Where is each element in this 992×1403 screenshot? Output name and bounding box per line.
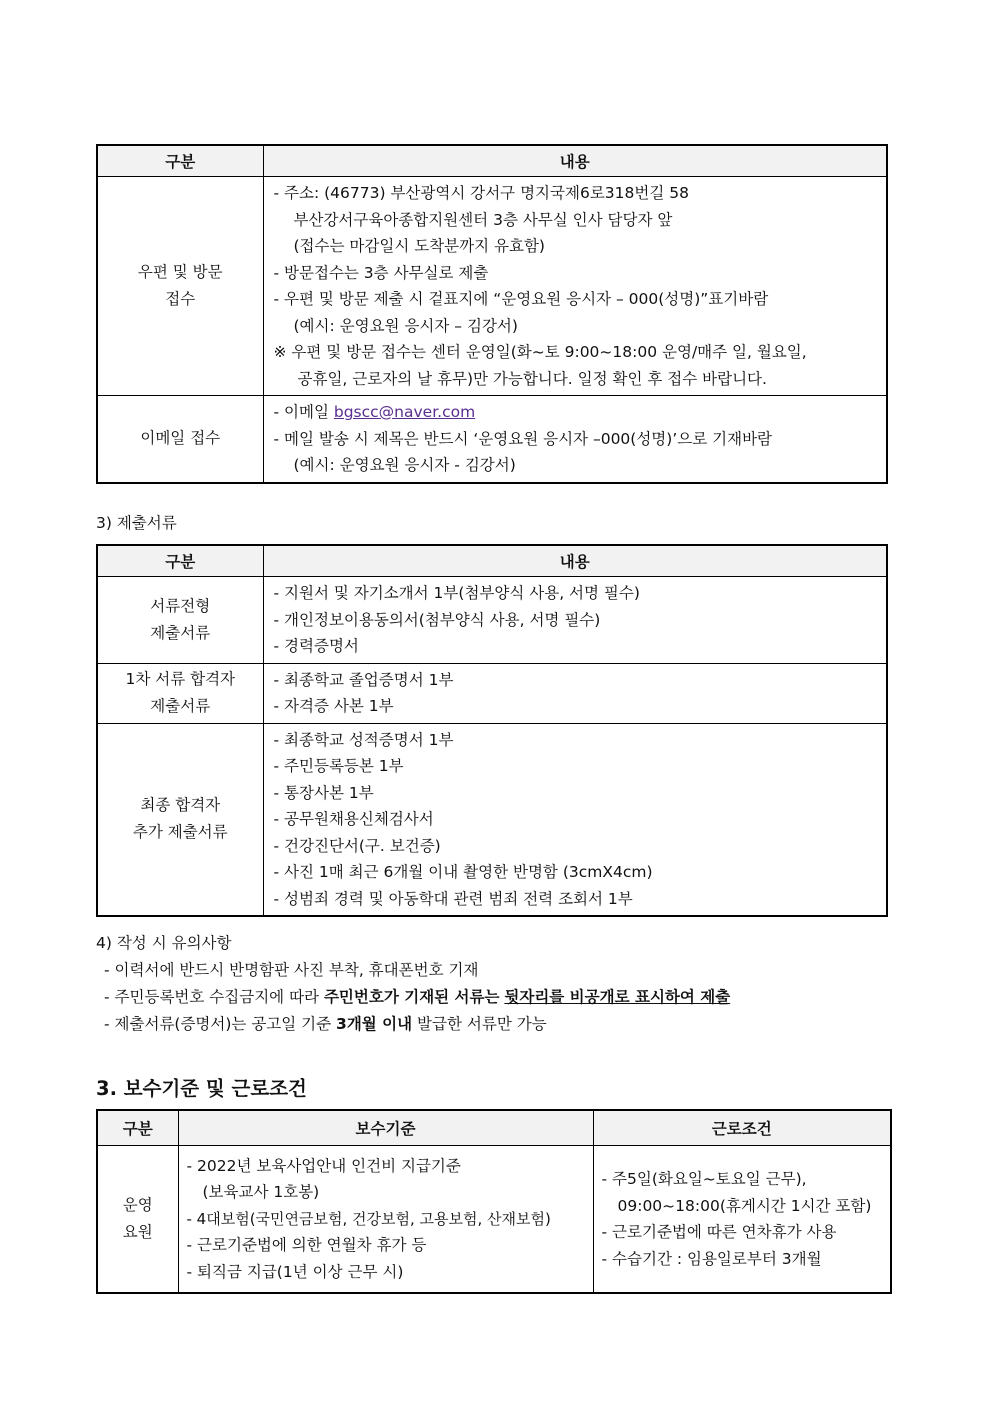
header-category: 구분 xyxy=(97,1110,178,1146)
notice-text: 발급한 서류만 가능 xyxy=(412,1015,547,1033)
content-line: (접수는 마감일시 도착분까지 유효함) xyxy=(293,237,545,255)
row-category xyxy=(97,1146,178,1294)
table-row xyxy=(97,396,887,483)
row-category xyxy=(97,663,263,723)
category-label: 서류전형 xyxy=(150,596,211,615)
content-line: (예시: 운영요원 응시자 - 김강서) xyxy=(293,456,516,474)
header-category: 구분 xyxy=(97,545,263,577)
content-line: ※ 우편 및 방문 접수는 센터 운영일(화~토 9:00~18:00 운영/매주 일, 월요일, xyxy=(273,343,807,361)
content-line: - 건강진단서(구. 보건증) xyxy=(273,836,441,855)
content-line: - 메일 발송 시 제목은 반드시 ‘운영요원 응시자 –000(성명)’으로 기재바람 xyxy=(273,429,773,448)
notice-item xyxy=(104,1011,547,1038)
row-content xyxy=(263,396,887,483)
category-label: 최종 합격자 xyxy=(140,796,221,815)
content-line: - 우편 및 방문 제출 시 겉표지에 “운영요원 응시자 – 000(성명)”표기바람 xyxy=(273,290,769,308)
header-content: 내용 xyxy=(263,545,887,577)
category-label: 1차 서류 합격자 xyxy=(125,670,236,688)
notice-emphasis: 주민번호가 기재된 서류는 xyxy=(323,988,500,1006)
content-line: - 주5일(화요일~토요일 근무), xyxy=(601,1170,807,1188)
submission-method-table xyxy=(96,144,888,484)
notice-underline: 뒷자리를 비공개로 표시하여 제출 xyxy=(504,988,731,1006)
table-row xyxy=(97,723,887,916)
content-line: - 개인정보이용동의서(첨부양식 사용, 서명 필수) xyxy=(273,610,601,629)
content-line: - 주소: (46773) 부산광역시 강서구 명지국제6로318번길 58 xyxy=(273,184,689,202)
content-line: - 방문접수는 3층 사무실로 제출 xyxy=(273,263,489,282)
section-title: 3. 보수기준 및 근로조건 xyxy=(96,1077,307,1100)
content-line: - 4대보험(국민연금보험, 건강보험, 고용보험, 산재보험) xyxy=(186,1209,551,1228)
content-line: - 근로기준법에 의한 연월차 휴가 등 xyxy=(186,1236,427,1255)
content-line: 공휴일, 근로자의 날 휴무)만 가능합니다. 일정 확인 후 접수 바랍니다. xyxy=(297,369,767,388)
category-label: 우편 및 방문 xyxy=(137,263,223,281)
table-row xyxy=(97,1146,891,1294)
row-content xyxy=(263,663,887,723)
header-content: 내용 xyxy=(263,145,887,177)
category-label: 제출서류 xyxy=(150,697,211,715)
table-header-row xyxy=(97,545,887,577)
row-category xyxy=(97,177,263,396)
content-line: - 통장사본 1부 xyxy=(273,783,374,802)
content-line xyxy=(274,399,881,426)
notice-text: - 주민등록번호 수집금지에 따라 xyxy=(104,988,324,1006)
category-label: 추가 제출서류 xyxy=(132,823,228,842)
email-prefix: - 이메일 xyxy=(273,403,334,421)
content-line: - 지원서 및 자기소개서 1부(첨부양식 사용, 서명 필수) xyxy=(273,584,640,602)
table-header-row xyxy=(97,145,887,177)
table-row xyxy=(97,577,887,664)
content-line: - 수습기간 : 임용일로부터 3개월 xyxy=(601,1249,822,1268)
section-heading: 4) 작성 시 유의사항 xyxy=(96,934,232,952)
content-line: 부산강서구육아종합지원센터 3층 사무실 인사 담당자 앞 xyxy=(293,210,673,229)
row-content xyxy=(263,577,887,664)
notice-emphasis: 3개월 이내 xyxy=(336,1015,413,1033)
category-label: 운영 xyxy=(122,1196,153,1214)
row-category: 이메일 접수 xyxy=(97,396,263,483)
table-row xyxy=(97,177,887,396)
pay-conditions-table xyxy=(96,1109,892,1294)
content-line: (예시: 운영요원 응시자 – 김강서) xyxy=(293,316,518,335)
content-line: - 2022년 보육사업안내 인건비 지급기준 xyxy=(186,1156,461,1175)
category-label: 요원 xyxy=(122,1223,153,1241)
pay-content xyxy=(178,1146,593,1294)
table-header-row xyxy=(97,1110,891,1146)
section-heading: 3) 제출서류 xyxy=(96,514,177,532)
notice-item: - 이력서에 반드시 반명함판 사진 부착, 휴대폰번호 기재 xyxy=(104,961,479,979)
table-row xyxy=(97,663,887,723)
content-line: - 사진 1매 최근 6개월 이내 촬영한 반명함 (3cmX4cm) xyxy=(273,863,653,881)
header-conditions: 근로조건 xyxy=(593,1110,891,1146)
conditions-content xyxy=(593,1146,891,1294)
content-line: - 주민등록등본 1부 xyxy=(273,757,404,775)
category-label: 접수 xyxy=(165,290,196,308)
notice-text: - 제출서류(증명서)는 공고일 기준 xyxy=(104,1015,337,1033)
row-category xyxy=(97,723,263,916)
content-line: (보육교사 1호봉) xyxy=(202,1183,320,1202)
documents-table xyxy=(96,544,888,917)
row-content xyxy=(263,177,887,396)
header-pay: 보수기준 xyxy=(178,1110,593,1146)
content-line: - 퇴직금 지급(1년 이상 근무 시) xyxy=(186,1262,404,1281)
content-line: - 최종학교 성적증명서 1부 xyxy=(273,730,454,749)
content-line: - 공무원채용신체검사서 xyxy=(273,810,434,828)
content-line: - 자격증 사본 1부 xyxy=(273,697,394,715)
content-line: - 근로기준법에 따른 연차휴가 사용 xyxy=(601,1223,837,1241)
notice-item xyxy=(104,984,730,1011)
content-line: - 최종학교 졸업증명서 1부 xyxy=(273,670,454,689)
content-line: - 경력증명서 xyxy=(273,637,359,655)
email-link[interactable]: bgscc@naver.com xyxy=(333,403,476,421)
row-category xyxy=(97,577,263,664)
content-line: 09:00~18:00(휴게시간 1시간 포함) xyxy=(617,1196,872,1215)
header-category: 구분 xyxy=(97,145,263,177)
row-content xyxy=(263,723,887,916)
content-line: - 성범죄 경력 및 아동학대 관련 범죄 전력 조회서 1부 xyxy=(273,889,633,908)
category-label: 제출서류 xyxy=(150,623,211,642)
